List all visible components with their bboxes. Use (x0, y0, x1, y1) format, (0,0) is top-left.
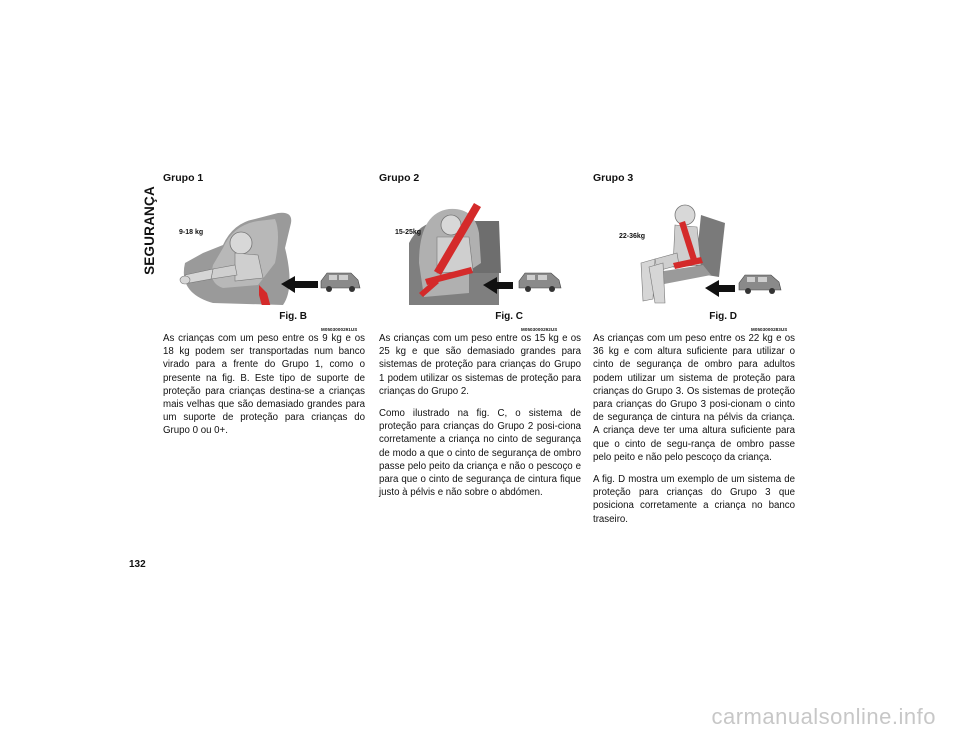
section-heading: Grupo 3 (593, 172, 634, 184)
child-seat-group2-illustration (379, 193, 579, 305)
figure-code: M0503000292US (521, 327, 558, 332)
weight-label: 22-36kg (619, 233, 646, 240)
section-tab-label: SEGURANÇA (141, 185, 157, 275)
figure-caption: Fig. B (279, 311, 307, 322)
section-heading: Grupo 1 (163, 172, 204, 184)
figure-code: M0503000283US (751, 327, 788, 332)
figure-caption: Fig. C (495, 311, 523, 322)
child-seat-group3-illustration (593, 193, 793, 305)
column-grupo-1 (163, 172, 365, 438)
paragraph: A fig. D mostra um exemplo de um sistema de proteção para crianças do Grupo 3 que posiciona corretamente a criança no banco traseiro. (593, 474, 795, 525)
paragraph: As crianças com um peso entre os 15 kg e os 25 kg e que são demasiado grandes para sistemas de proteção para crianças do Grupo 1 podem utilizar os sistemas de proteção para crianças do Grupo 2. (379, 333, 581, 397)
weight-label: 15-25kg (395, 229, 422, 236)
figure-code: M0503000291US (321, 327, 358, 332)
paragraph: Como ilustrado na fig. C, o sistema de proteção para crianças do Grupo 2 posi-ciona corretamente a criança no cinto de segurança de modo a que o cinto de segurança de ombro passe pelo peito da criança e não o pescoço e para que o cinto de segurança de cintura fique justo à pélvis e não sobre o abdómen. (379, 408, 581, 499)
section-heading: Grupo 2 (379, 172, 420, 184)
watermark: carmanualsonline.info (711, 704, 936, 729)
weight-label: 9-18 kg (179, 229, 204, 236)
page-number: 132 (129, 559, 146, 570)
figure-caption: Fig. D (709, 311, 737, 322)
column-grupo-3 (593, 172, 795, 526)
child-seat-group1-illustration (163, 193, 363, 305)
section-tab (139, 178, 159, 282)
column-grupo-2 (379, 172, 581, 499)
paragraph: As crianças com um peso entre os 22 kg e os 36 kg e com altura suficiente para utilizar o cinto de segurança de ombro para adultos podem utilizar um sistema de proteção para crianças do Grupo 3. Os sistemas de proteção para crianças do Grupo 3 posi-cionam o cinto de segurança de cintura na pélvis da criança. A criança deve ter uma altura suficiente para que o cinto de segu-rança de ombro passe pelo peito e não pelo pescoço da criança. (593, 333, 795, 463)
paragraph: As crianças com um peso entre os 9 kg e os 18 kg podem ser transportadas num banco virado para a frente do Grupo 1, como o presente na fig. B. Este tipo de suporte de proteção para crianças destina-se a crianças mais velhas que são demasiado grandes para um suporte de proteção para crianças do Grupo 0 ou 0+. (163, 333, 365, 437)
